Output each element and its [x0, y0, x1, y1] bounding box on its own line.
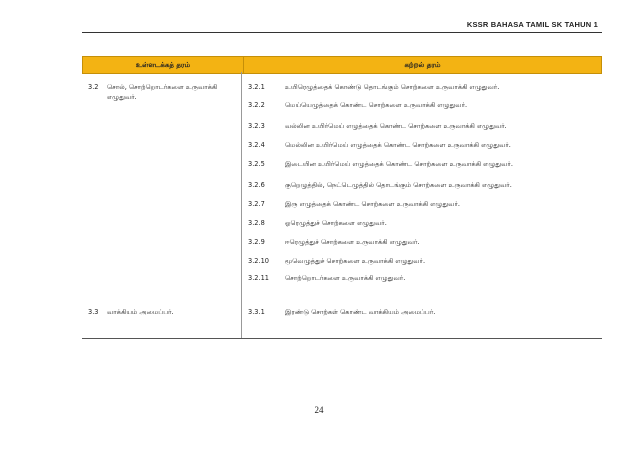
- content-standard-number: 3.3: [88, 308, 99, 316]
- content-standard-number: 3.2: [88, 83, 99, 91]
- learning-standard-text: இரு எழுத்தைக் கொண்ட சொற்களை உருவாக்கி எழுதுவர்.: [285, 200, 461, 208]
- learning-standard-number: 3.2.3: [248, 122, 265, 130]
- learning-standard-number: 3.2.11: [248, 274, 269, 282]
- content-standard-header: உள்ளடக்கத் தரம்: [83, 57, 244, 73]
- content-standard-text: வாக்கியம் அமைப்பர்.: [107, 308, 174, 316]
- table-bottom-border: [82, 338, 602, 339]
- learning-standard-text: இடையின உயிர்மெய் எழுத்தைக் கொண்ட சொற்களை உருவாக்கி எழுதுவர்.: [285, 160, 513, 168]
- document-header-title: KSSR BAHASA TAMIL SK TAHUN 1: [466, 20, 598, 29]
- learning-standard-number: 3.2.2: [248, 101, 265, 109]
- learning-standard-number: 3.2.9: [248, 238, 265, 246]
- learning-standard-number: 3.2.8: [248, 219, 265, 227]
- learning-standard-text: இரண்டு சொற்கள் கொண்ட வாக்கியம் அமைப்பர்.: [285, 308, 436, 316]
- header-divider: [82, 32, 602, 33]
- learning-standard-text: உயிரெழுத்தைக் கொண்டு தொடங்கும் சொற்களை உருவாக்கி எழுதுவர்.: [285, 83, 500, 91]
- learning-standard-text: குறெழுத்தில், நெட்டெழுத்தில் தொடங்கும் சொற்களை உருவாக்கி எழுதுவர்.: [285, 181, 512, 189]
- learning-standard-number: 3.2.5: [248, 160, 265, 168]
- column-divider: [241, 72, 242, 338]
- learning-standard-text: சொற்றொடர்களை உருவாக்கி எழுதுவர்.: [285, 274, 406, 282]
- learning-standard-text: மெல்லின உயிர்மெய் எழுத்தைக் கொண்ட சொற்களை உருவாக்கி எழுதுவர்.: [285, 141, 511, 149]
- learning-standard-header: கற்றல் தரம்: [404, 60, 441, 69]
- learning-standard-number: 3.2.6: [248, 181, 265, 189]
- table-header-row: [82, 56, 602, 74]
- learning-standard-text: வல்லின உயிர்மெய் எழுத்தைக் கொண்ட சொற்களை உருவாக்கி எழுதுவர்.: [285, 122, 507, 130]
- learning-standard-number: 3.2.4: [248, 141, 265, 149]
- learning-standard-number: 3.2.10: [248, 257, 269, 265]
- learning-standard-text: மூவெழுத்துச் சொற்களை உருவாக்கி எழுதுவர்.: [285, 257, 426, 265]
- learning-standard-number: 3.2.1: [248, 83, 265, 91]
- page-number: 24: [314, 405, 324, 415]
- learning-standard-number: 3.3.1: [248, 308, 265, 316]
- learning-standard-text: ஈரெழுத்துச் சொற்களை உருவாக்கி எழுதுவர்.: [285, 238, 420, 246]
- learning-standard-text: ஓரெழுத்துச் சொற்களை எழுதுவர்.: [285, 219, 387, 227]
- learning-standard-number: 3.2.7: [248, 200, 265, 208]
- content-standard-text: சொல், சொற்றொடர்களை உருவாக்கி எழுதுவர்.: [107, 83, 218, 101]
- learning-standard-text: மெய்யெழுத்தைக் கொண்ட சொற்களை உருவாக்கி எழுதுவர்.: [285, 101, 468, 109]
